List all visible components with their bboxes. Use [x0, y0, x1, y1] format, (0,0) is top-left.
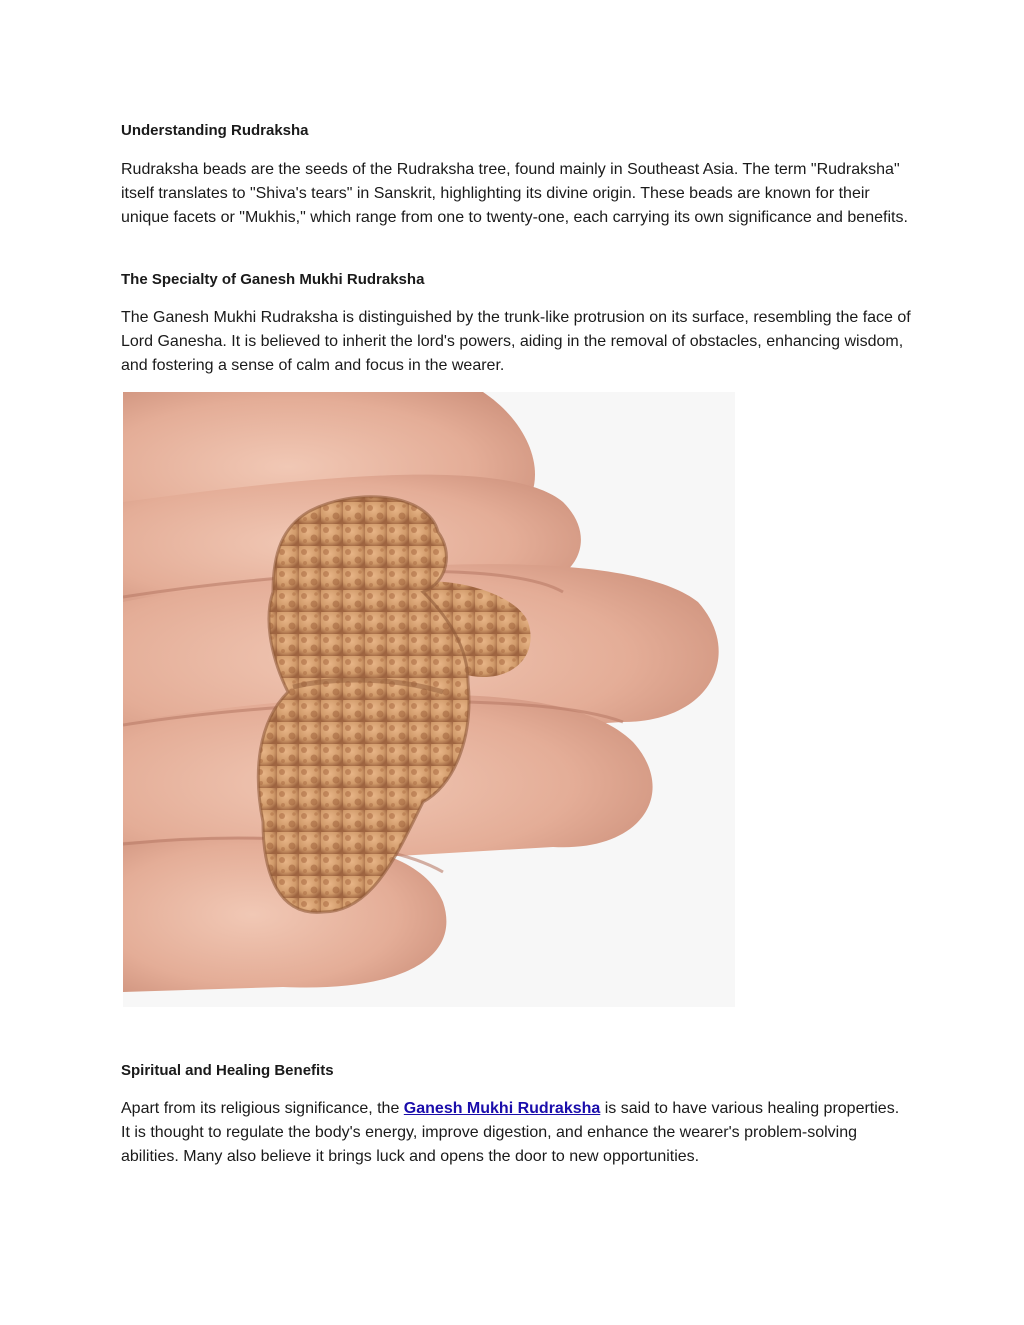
- ganesh-mukhi-rudraksha-link[interactable]: Ganesh Mukhi Rudraksha: [403, 1100, 601, 1117]
- heading-spiritual-healing-benefits: Spiritual and Healing Benefits: [121, 1062, 334, 1079]
- heading-specialty-ganesh-mukhi: The Specialty of Ganesh Mukhi Rudraksha: [121, 271, 425, 288]
- rudraksha-bead-photo: [123, 392, 735, 1007]
- paragraph-text-before-link: Apart from its religious significance, the: [121, 1100, 404, 1117]
- paragraph-specialty-ganesh-mukhi: The Ganesh Mukhi Rudraksha is distinguished by the trunk-like protrusion on its surface, resembling the face of Lord Ganesha. It is believed to inherit the lord's powers, aiding in the removal of obstacles, enhancing wisdom, and fostering a sense of calm and focus in the wearer.: [121, 309, 911, 374]
- paragraph-spiritual-healing-benefits: [121, 1097, 911, 1169]
- heading-understanding-rudraksha: Understanding Rudraksha: [121, 122, 309, 139]
- paragraph-text-after-link: is said to have various healing properties. It is thought to regulate the body's energy, improve digestion, and enhance the wearer's problem-solving abilities. Many also believe it brings luck and opens the door to new opportunities.: [121, 1100, 900, 1165]
- paragraph-understanding-rudraksha: Rudraksha beads are the seeds of the Rudraksha tree, found mainly in Southeast Asia. The term "Rudraksha" itself translates to "Shiva's tears" in Sanskrit, highlighting its divine origin. These beads are known for their unique facets or "Mukhis," which range from one to twenty-one, each carrying its own significance and benefits.: [121, 161, 908, 226]
